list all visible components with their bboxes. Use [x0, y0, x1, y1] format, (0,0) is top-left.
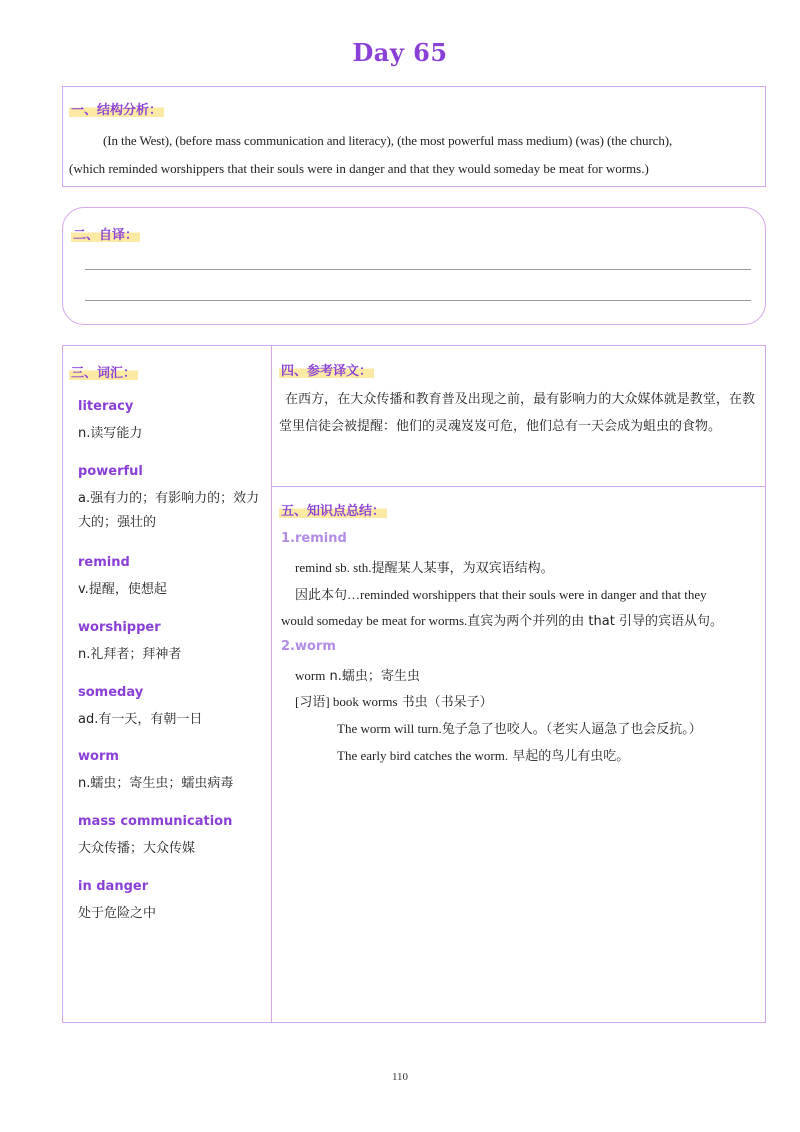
chinese-text: 早起的鸟儿有虫吃。: [508, 749, 630, 764]
english-text: …reminded worshippers that their souls were in danger and that they: [347, 587, 707, 602]
vocab-item: [78, 878, 268, 926]
vocab-definition: v.提醒，使想起: [78, 582, 167, 597]
vocab-word: someday: [78, 685, 144, 700]
vocab-word: worm: [78, 749, 119, 764]
chinese-text: 直宾为两个并列的由 that 引导的宾语从句。: [467, 614, 723, 629]
vocab-item: [78, 554, 268, 602]
reference-translation-paragraph: 在西方，在大众传播和教育普及出现之前，最有影响力的大众媒体就是教堂，在教堂里信徒会被提醒：他们的灵魂岌岌可危，他们总有一天会成为蛆虫的食物。: [279, 392, 755, 434]
vocab-definition: ad.有一天，有朝一日: [78, 712, 203, 727]
vocab-item: [78, 398, 268, 446]
structure-line-2: (which reminded worshippers that their souls were in danger and that they would someday be meat for worms.): [69, 161, 649, 176]
english-text: [习语] book worms: [295, 694, 398, 709]
vocab-definition: 大众传播；大众传媒: [78, 841, 196, 856]
knowledge-point-line: [337, 745, 629, 764]
structure-line-1: (In the West), (before mass communication and literacy), (the most powerful mass medium) (was) (the church),: [103, 133, 673, 148]
writing-line-1[interactable]: [85, 269, 751, 270]
english-text: worm: [295, 668, 326, 683]
vocab-definition: n.礼拜者；拜神者: [78, 647, 182, 662]
vocab-word: mass communication: [78, 814, 233, 829]
knowledge-point-line: [295, 691, 493, 710]
chinese-text: 兔子急了也咬人。（老实人逼急了也会反抗。）: [441, 722, 702, 737]
vocab-item: [78, 619, 268, 667]
chinese-text: n.蠕虫；寄生虫: [325, 669, 420, 684]
structure-analysis-box: [62, 86, 766, 187]
knowledge-point-title: 1.remind: [281, 531, 347, 546]
chinese-text: 书虫（书呆子）: [397, 695, 493, 710]
chinese-text: 因此本句: [295, 588, 348, 603]
knowledge-point-line: [295, 665, 420, 684]
knowledge-point-line: [281, 610, 723, 629]
structure-heading: 一、结构分析：: [69, 99, 164, 118]
chinese-text: 提醒某人某事，为双宾语结构。: [371, 561, 554, 576]
vocab-item: [78, 684, 268, 732]
reference-translation-text: [279, 386, 755, 440]
page-number: 110: [391, 1071, 409, 1083]
writing-line-2[interactable]: [85, 300, 751, 301]
self-translation-box: [62, 207, 766, 325]
vocab-item: [78, 463, 268, 535]
knowledge-point-line: [337, 718, 702, 737]
knowledge-point-title: 2.worm: [281, 639, 336, 654]
vocab-word: worshipper: [78, 620, 161, 635]
english-text: would someday be meat for worms.: [281, 613, 468, 628]
vocab-word: powerful: [78, 464, 143, 479]
vocab-word: literacy: [78, 399, 134, 414]
structure-body: [69, 127, 757, 183]
page-title: Day 65: [352, 38, 448, 67]
vocab-item: [78, 748, 268, 796]
knowledge-point-line: [295, 584, 707, 603]
knowledge-points-heading: 五、知识点总结：: [279, 500, 387, 519]
english-text: remind sb. sth.: [295, 560, 372, 575]
vocab-item: [78, 813, 268, 861]
notes-box: [62, 345, 766, 1023]
self-translation-heading: 二、自译：: [71, 224, 140, 243]
english-text: The early bird catches the worm.: [337, 748, 509, 763]
vocab-definition: a.强有力的；有影响力的；效力大的；强壮的: [78, 491, 260, 530]
vocab-word: remind: [78, 555, 130, 570]
knowledge-point-line: [295, 557, 554, 576]
vocabulary-heading: 三、词汇：: [69, 362, 138, 381]
vocab-definition: n.蠕虫；寄生虫；蠕虫病毒: [78, 776, 234, 791]
row-divider: [271, 486, 765, 487]
column-divider: [271, 346, 272, 1022]
reference-translation-heading: 四、参考译文：: [279, 360, 374, 379]
vocab-definition: n.读写能力: [78, 426, 143, 441]
vocab-word: in danger: [78, 879, 149, 894]
vocab-definition: 处于危险之中: [78, 906, 157, 921]
english-text: The worm will turn.: [337, 721, 442, 736]
